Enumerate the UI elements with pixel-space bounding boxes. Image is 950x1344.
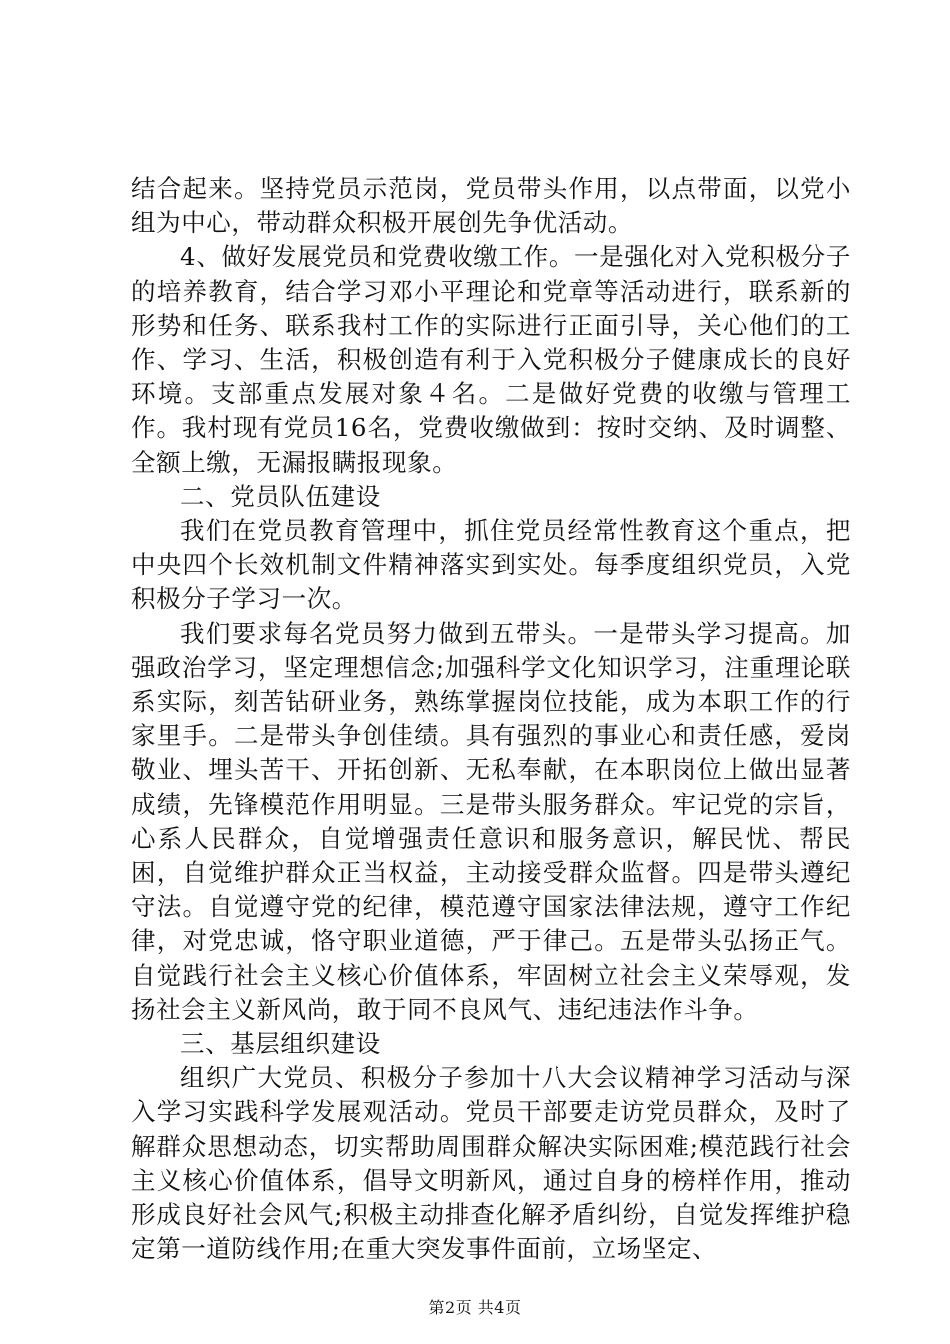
page-footer: 第2页 共4页 (428, 1298, 522, 1317)
section-heading-grassroots: 三、基层组织建设 (180, 1029, 381, 1059)
section-heading-team-building: 二、党员队伍建设 (180, 481, 381, 511)
document-body (131, 172, 851, 1267)
paragraph-grassroots-organization: 组织广大党员、积极分子参加十八大会议精神学习活动与深入学习实践科学发展观活动。党员干部要走访党员群众，及时了解群众思想动态，切实帮助周围群众解决实际困难;模范践行社会主义核心价值体系，倡导文明新风，通过自身的榜样作用，推动形成良好社会风气;积极主动排查化解矛盾纠纷，自觉发挥维护稳定第一道防线作用;在重大突发事件面前，立场坚定、 (131, 1063, 851, 1264)
paragraph-continuation: 结合起来。坚持党员示范岗，党员带头作用，以点带面，以党小组为中心，带动群众积极开展创先争优活动。 (131, 174, 851, 238)
paragraph-five-leads: 我们要求每名党员努力做到五带头。一是带头学习提高。加强政治学习，坚定理想信念;加强科学文化知识学习，注重理论联系实际，刻苦钻研业务，熟练掌握岗位技能，成为本职工作的行家里手。二是带头争创佳绩。具有强烈的事业心和责任感，爱岗敬业、埋头苦干、开拓创新、无私奉献，在本职岗位上做出显著成绩，先锋模范作用明显。三是带头服务群众。牢记党的宗旨，心系人民群众，自觉增强责任意识和服务意识，解民忧、帮民困，自觉维护群众正当权益，主动接受群众监督。四是带头遵纪守法。自觉遵守党的纪律，模范遵守国家法律法规，遵守工作纪律，对党忠诚，恪守职业道德，严于律己。五是带头弘扬正气。自觉践行社会主义核心价值体系，牢固树立社会主义荣辱观，发扬社会主义新风尚，敢于同不良风气、违纪违法作斗争。 (131, 618, 851, 1024)
paragraph-education-management: 我们在党员教育管理中，抓住党员经常性教育这个重点，把中央四个长效机制文件精神落实到实处。每季度组织党员，入党积极分子学习一次。 (131, 516, 851, 614)
paragraph-party-development: 4、做好发展党员和党费收缴工作。一是强化对入党积极分子的培养教育，结合学习邓小平理论和党章等活动进行，联系新的形势和任务、联系我村工作的实际进行正面引导，关心他们的工作、学习、生活，积极创造有利于入党积极分子健康成长的良好环境。支部重点发展对象４名。二是做好党费的收缴与管理工作。我村现有党员16名，党费收缴做到：按时交纳、及时调整、全额上缴，无漏报瞒报现象。 (131, 242, 851, 477)
